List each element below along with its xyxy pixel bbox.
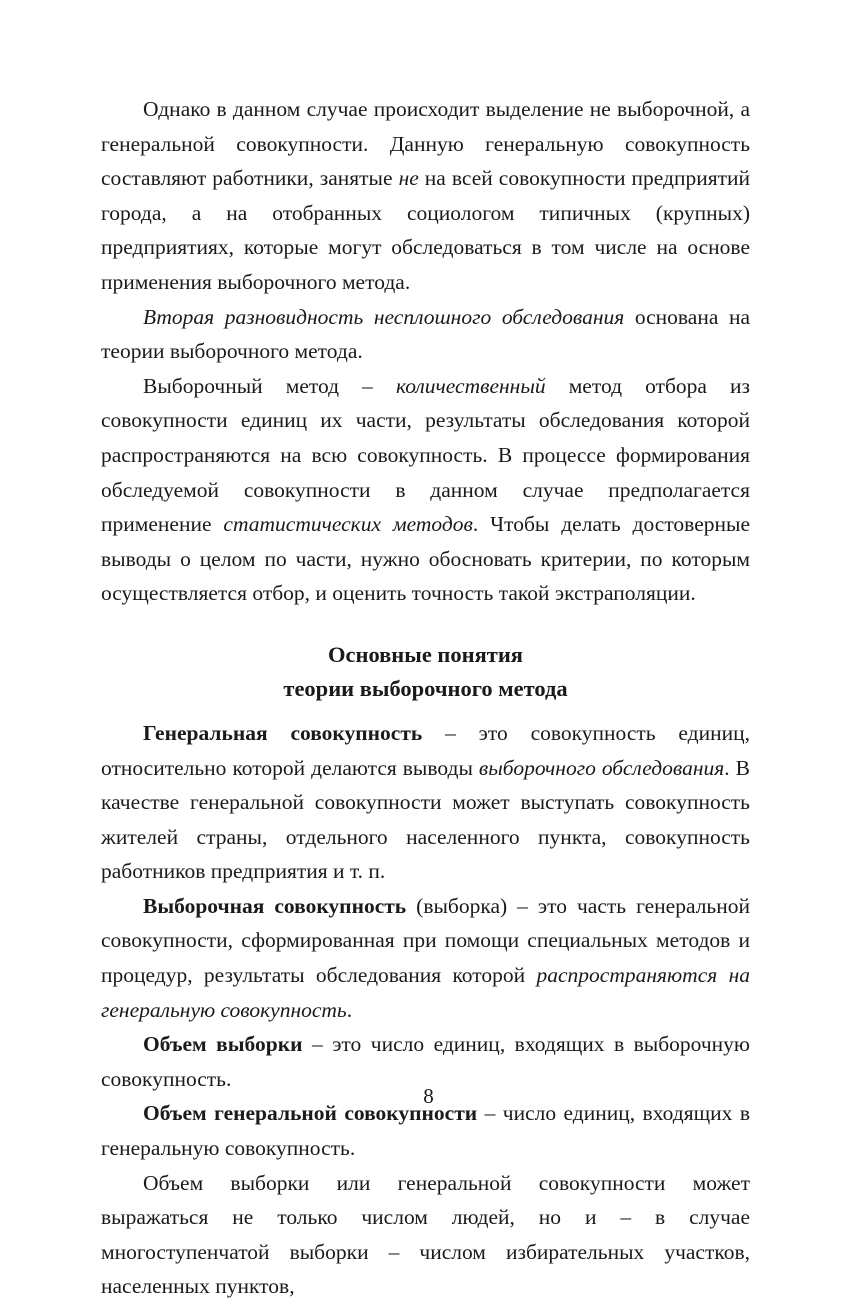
page-number: 8 bbox=[423, 1084, 434, 1108]
paragraph-1 bbox=[101, 92, 750, 300]
paragraph-3-emphasis: количественный bbox=[395, 373, 546, 398]
definition-text: – число единиц, входящих в генеральную совокупность. bbox=[101, 1101, 750, 1161]
paragraph-2-text: основана на теории выборочного метода. bbox=[101, 304, 750, 364]
definition-text-2: . В качестве генеральной совокупности может выступать совокупность жителей страны, отдельного населенного пункта, совокупность работников предприятия и т. п. bbox=[101, 755, 751, 884]
paragraph-3-text-3: . Чтобы делать достоверные выводы о целом по части, нужно обосновать критерии, по которым осуществляется отбор, и оценить точность такой экстраполяции. bbox=[101, 512, 750, 606]
paragraph-1-emphasis: не bbox=[398, 166, 419, 191]
definition-term: Объем генеральной совокупности bbox=[143, 1101, 478, 1126]
definition-general-population bbox=[101, 716, 750, 889]
paragraph-3-text-2: метод отбора из совокупности единиц их части, результаты обследования которой распространяются на всю совокупность. В процессе формирования обследуемой совокупности в данном случае предполагается применение bbox=[101, 373, 750, 537]
definition-text: – это совокупность единиц, относительно которой делаются выводы bbox=[101, 720, 750, 780]
definition-text-2: . bbox=[346, 997, 353, 1022]
section-heading-line-2: теории выборочного метода bbox=[283, 675, 568, 701]
paragraph-2 bbox=[101, 300, 750, 369]
paragraph-1-text: Однако в данном случае происходит выделение не выборочной, а генеральной совокупности. Данную генеральную совокупность составляют работники, занятые bbox=[101, 97, 750, 191]
paragraph-3-text: Выборочный метод – bbox=[143, 373, 396, 398]
definition-sample-population bbox=[101, 889, 750, 1027]
definition-text: (выборка) – это часть генеральной совокупности, сформированная при помощи специальных методов и процедур, результаты обследования которой bbox=[101, 893, 750, 988]
definition-emphasis: выборочного обследования bbox=[478, 755, 725, 780]
definition-term: Выборочная совокупность bbox=[143, 893, 407, 918]
section-heading-line-1: Основные понятия bbox=[328, 641, 523, 667]
page-content bbox=[101, 92, 750, 1304]
definition-term: Объем выборки bbox=[143, 1032, 303, 1057]
paragraph-1-text-2: на всей совокупности предприятий города, а на отобранных социологом типичных (крупных) предприятиях, которые могут обследоваться в том числе на основе применения выборочного метода. bbox=[101, 166, 750, 294]
paragraph-3 bbox=[101, 369, 750, 611]
definition-text: – это число единиц, входящих в выборочную совокупность. bbox=[101, 1032, 750, 1091]
definition-emphasis: распространяются на генеральную совокупность bbox=[101, 963, 750, 1022]
definition-term: Генеральная совокупность bbox=[143, 720, 423, 745]
section-heading bbox=[101, 638, 750, 706]
closing-paragraph bbox=[101, 1166, 750, 1304]
closing-paragraph-text: Объем выборки или генеральной совокупности может выражаться не только числом людей, но и – в случае многоступенчатой выборки – числом избирательных участков, населенных пунктов, bbox=[101, 1170, 750, 1299]
paragraph-2-emphasis: Вторая разновидность несплошного обследования bbox=[143, 304, 625, 329]
paragraph-3-emphasis-2: статистических методов bbox=[223, 512, 473, 537]
